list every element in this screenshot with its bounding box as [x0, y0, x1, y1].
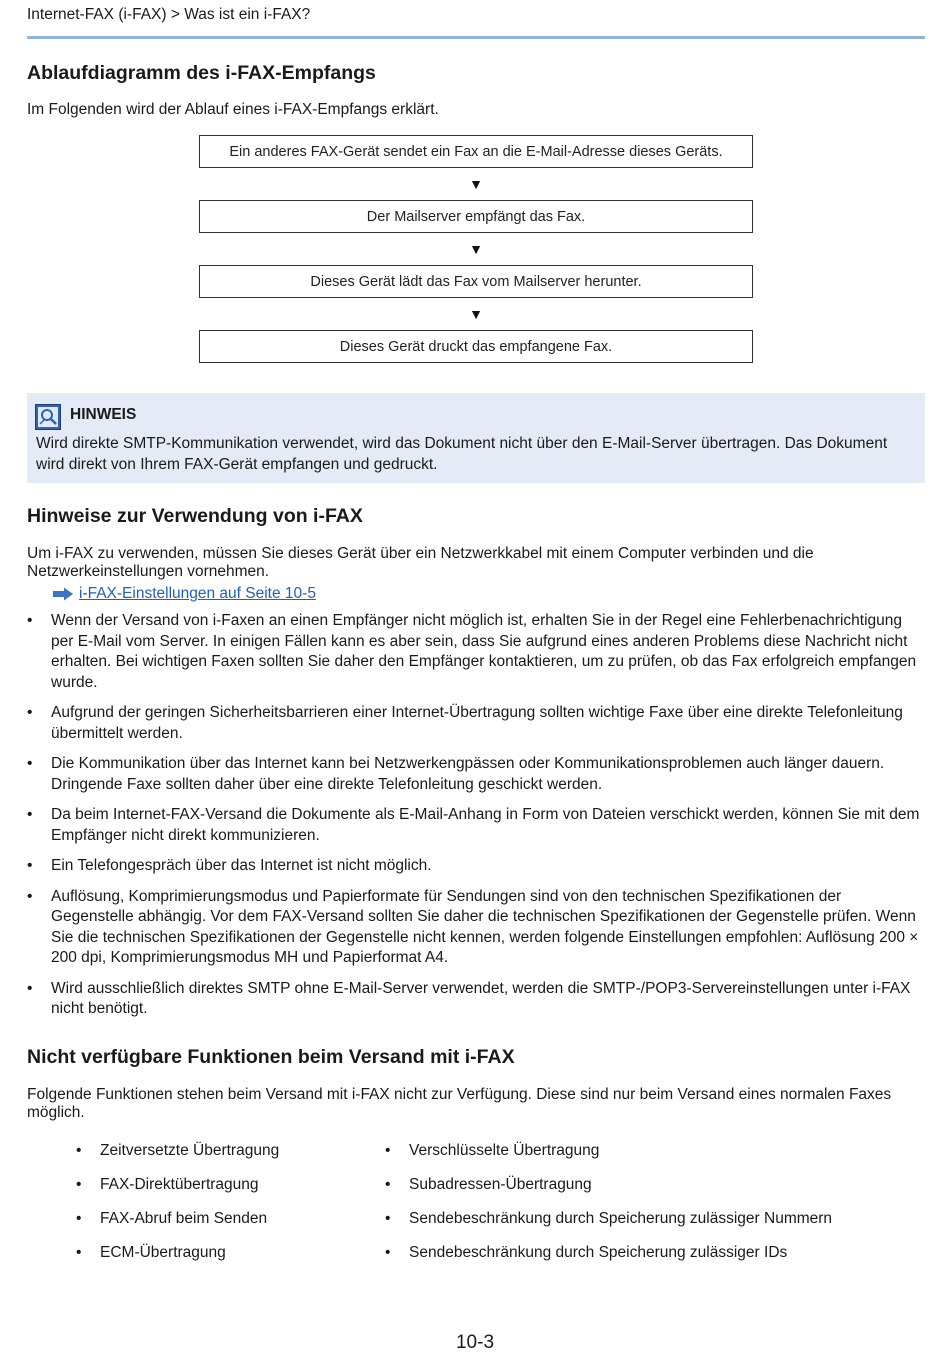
list-item — [27, 611, 925, 693]
flow-step: Ein anderes FAX-Gerät sendet ein Fax an die E-Mail-Adresse dieses Geräts. — [199, 135, 753, 168]
bullet-icon: • — [76, 1176, 82, 1193]
flow-step: Der Mailserver empfängt das Fax. — [199, 200, 753, 233]
flow-arrow-down-icon: ▼ — [469, 241, 483, 257]
note-box — [27, 393, 925, 483]
list-item-text: Wenn der Versand von i-Faxen an einen Empfänger nicht möglich ist, erhalten Sie in der Regel eine Fehlerbenachrichtigung per E-Mail vom Server. In einigen Fällen kann es aber sein, dass Sie aufgrund eines anderen Problems diese Nachricht nicht erhalten. Bei wichtigen Faxen sollten Sie daher den Empfänger kontaktieren, um zu prüfen, ob das Fax erfolgreich empfangen wurde. — [51, 612, 917, 691]
list-item — [27, 805, 925, 846]
usage-notes-list — [27, 611, 925, 1030]
list-item — [27, 754, 925, 795]
bullet-icon: • — [385, 1176, 391, 1193]
section-title-flowchart: Ablaufdiagramm des i-FAX-Empfangs — [27, 62, 376, 84]
list-item — [76, 1209, 376, 1243]
list-item — [76, 1141, 376, 1175]
reception-flowchart — [199, 135, 753, 363]
bullet-icon: • — [27, 887, 33, 905]
bullet-icon: • — [27, 704, 33, 721]
list-item-text: Auflösung, Komprimierungsmodus und Papierformate für Sendungen sind von den technischen Spezifikationen der Gegenstelle abhängig. Vor dem FAX-Versand sollten Sie daher die technischen Spezifikationen der Gegenstelle prüfen. Wenn Sie die technischen Spezifikationen der Gegenstelle nicht kennen, werden folgende Einstellungen empfohlen: Auflösung 200 × 200 dpi, Komprimierungsmodus MH und Papierformat A4. — [51, 887, 919, 966]
bullet-icon: • — [385, 1210, 391, 1227]
list-item-text: Ein Telefongespräch über das Internet ist nicht möglich. — [51, 857, 432, 874]
list-item-text: FAX-Abruf beim Senden — [100, 1210, 268, 1227]
bullet-icon: • — [27, 755, 33, 772]
note-text: Wird direkte SMTP-Kommunikation verwendet, wird das Dokument nicht über den E-Mail-Server übertragen. Das Dokument wird direkt von Ihrem FAX-Gerät empfangen und gedruckt. — [36, 435, 888, 473]
bullet-icon: • — [27, 979, 33, 997]
list-item — [385, 1141, 925, 1175]
flow-arrow-down-icon: ▼ — [469, 176, 483, 192]
page-number: 10-3 — [455, 1332, 495, 1353]
breadcrumb: Internet-FAX (i-FAX) > Was ist ein i-FAX? — [27, 6, 311, 23]
list-item — [385, 1243, 925, 1277]
unavailable-intro: Folgende Funktionen stehen beim Versand mit i-FAX nicht zur Verfügung. Diese sind nur beim Versand eines normalen Faxes möglich. — [27, 1086, 892, 1121]
bullet-icon: • — [76, 1210, 82, 1227]
list-item-text: FAX-Direktübertragung — [100, 1176, 259, 1193]
usage-intro: Um i-FAX zu verwenden, müssen Sie dieses Gerät über ein Netzwerkkabel mit einem Computer verbinden und die Netzwerkeinstellungen vornehmen. — [27, 545, 814, 580]
list-item — [385, 1175, 925, 1209]
arrow-right-icon — [52, 587, 74, 601]
flow-step: Dieses Gerät druckt das empfangene Fax. — [199, 330, 753, 363]
list-item — [27, 887, 925, 969]
bullet-icon: • — [76, 1142, 82, 1159]
section-title-unavailable-functions: Nicht verfügbare Funktionen beim Versand mit i-FAX — [27, 1046, 515, 1068]
list-item — [76, 1243, 376, 1277]
list-item-text: Aufgrund der geringen Sicherheitsbarrieren einer Internet-Übertragung sollten wichtige Faxe über eine direkte Telefonleitung übermittelt werden. — [51, 704, 903, 742]
list-item-text: Sendebeschränkung durch Speicherung zulässiger Nummern — [409, 1210, 833, 1227]
unavailable-list-right — [385, 1141, 925, 1277]
section-title-usage-notes: Hinweise zur Verwendung von i-FAX — [27, 505, 363, 527]
unavailable-list-left — [76, 1141, 376, 1277]
ifax-settings-link[interactable]: i-FAX-Einstellungen auf Seite 10-5 — [79, 585, 316, 602]
list-item — [27, 703, 925, 744]
note-icon — [35, 404, 61, 430]
list-item-text: ECM-Übertragung — [100, 1244, 226, 1261]
list-item — [27, 856, 925, 877]
flowchart-intro: Im Folgenden wird der Ablauf eines i-FAX-Empfangs erklärt. — [27, 101, 439, 118]
bullet-icon: • — [385, 1244, 391, 1261]
list-item-text: Verschlüsselte Übertragung — [409, 1142, 600, 1159]
list-item-text: Da beim Internet-FAX-Versand die Dokumente als E-Mail-Anhang in Form von Dateien verschickt werden, können Sie mit dem Empfänger nicht direkt kommunizieren. — [51, 806, 920, 844]
list-item — [76, 1175, 376, 1209]
header-rule — [27, 36, 925, 39]
flow-step: Dieses Gerät lädt das Fax vom Mailserver herunter. — [199, 265, 753, 298]
list-item — [27, 979, 925, 1020]
cross-reference — [52, 585, 316, 603]
list-item-text: Wird ausschließlich direktes SMTP ohne E-Mail-Server verwendet, werden die SMTP-/POP3-Servereinstellungen unter i-FAX nicht benötigt. — [51, 979, 911, 1017]
list-item — [385, 1209, 925, 1243]
flow-arrow-down-icon: ▼ — [469, 306, 483, 322]
bullet-icon: • — [27, 612, 33, 629]
list-item-text: Sendebeschränkung durch Speicherung zulässiger IDs — [409, 1244, 788, 1261]
list-item-text: Subadressen-Übertragung — [409, 1176, 592, 1193]
note-heading: HINWEIS — [70, 406, 137, 423]
bullet-icon: • — [385, 1142, 391, 1159]
bullet-icon: • — [27, 857, 33, 874]
list-item-text: Zeitversetzte Übertragung — [100, 1142, 280, 1159]
bullet-icon: • — [76, 1244, 82, 1261]
list-item-text: Die Kommunikation über das Internet kann bei Netzwerkengpässen oder Kommunikationsproblemen auch länger dauern. Dringende Faxe sollten daher über eine direkte Telefonleitung geschickt werden. — [51, 755, 885, 793]
bullet-icon: • — [27, 806, 33, 823]
